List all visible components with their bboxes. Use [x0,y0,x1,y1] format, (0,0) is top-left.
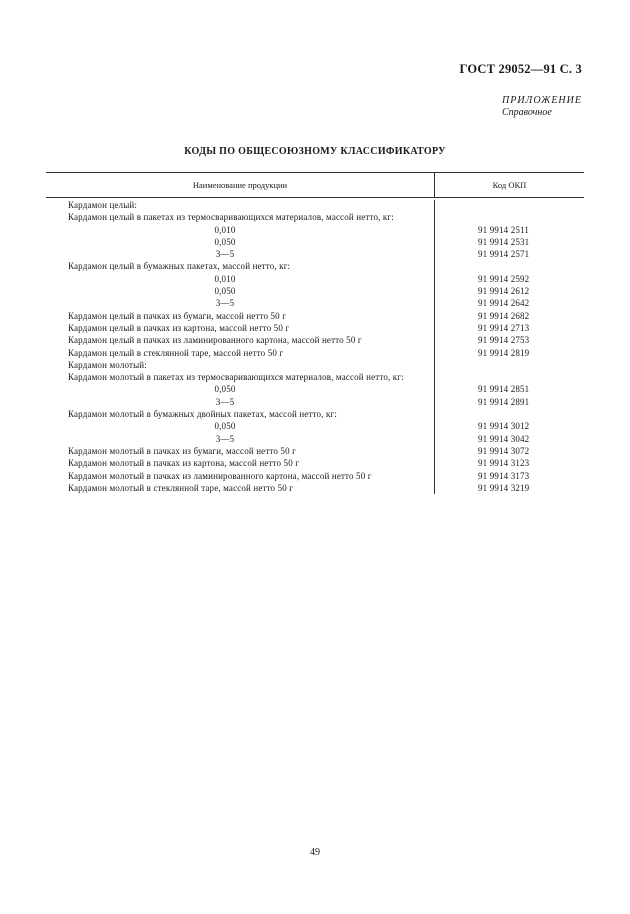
okp-code: 91 9914 2531 [478,236,530,247]
okp-code: 91 9914 3219 [478,482,530,493]
product-name: Кардамон целый: [68,200,138,210]
table-row [46,360,584,371]
table-row [46,348,584,359]
table-row [46,483,584,494]
table-row [46,261,584,272]
product-name: Кардамон целый в пачках из картона, массой нетто 50 г [68,322,290,333]
product-name: 0,010 [214,224,236,235]
table-row [46,384,584,395]
product-name: 0,050 [214,384,236,395]
okp-code: 91 9914 2511 [478,224,529,235]
table-row [46,446,584,457]
okp-code: 91 9914 3123 [478,458,530,469]
table-row [46,335,584,346]
okp-code: 91 9914 2851 [478,384,530,395]
table-row [46,249,584,260]
annex-type: Справочное [502,107,552,118]
okp-code: 91 9914 3012 [478,421,530,432]
document-header: ГОСТ 29052—91 С. 3 [459,62,582,76]
product-name: 3—5 [215,298,235,309]
table-row [46,372,584,383]
okp-code [434,200,584,211]
product-name: 0,010 [214,273,236,284]
table-header [46,173,584,198]
okp-code: 91 9914 3042 [478,433,530,444]
okp-code [434,261,584,272]
table-row [46,421,584,432]
table-row [46,200,584,211]
table-body [46,200,584,494]
column-header-name: Наименование продукции [46,173,435,197]
okp-code: 91 9914 2571 [478,249,530,260]
okp-code [434,409,584,420]
product-name: 3—5 [215,249,235,260]
okp-code [434,212,584,223]
product-name: 0,050 [214,286,236,297]
table-row [46,286,584,297]
product-name: Кардамон молотый в пакетах из термосваривающихся материалов, массой нетто, кг: [68,372,404,383]
product-name: Кардамон молотый в бумажных двойных пакетах, массой нетто, кг: [68,409,337,420]
product-name: Кардамон молотый в пачках из ламинированного картона, массой нетто 50 г [68,470,372,481]
product-name: Кардамон целый в бумажных пакетах, массой нетто, кг: [68,261,291,272]
table-row [46,298,584,309]
table-row [46,212,584,223]
page-number: 49 [310,847,320,858]
okp-code: 91 9914 3173 [478,470,530,481]
column-header-code: Код ОКП [492,180,527,190]
okp-code: 91 9914 2592 [478,273,530,284]
table-row [46,409,584,420]
table-row [46,237,584,248]
table-row [46,311,584,322]
table-row [46,471,584,482]
table-row [46,434,584,445]
table-row [46,274,584,285]
okp-code [434,372,584,383]
okp-code: 91 9914 3072 [478,445,530,456]
product-name: Кардамон целый в пакетах из термосваривающихся материалов, массой нетто, кг: [68,212,394,223]
table-row [46,397,584,408]
product-name: Кардамон молотый в стеклянной таре, массой нетто 50 г [68,482,294,493]
okp-code: 91 9914 2642 [478,298,530,309]
annex-label: ПРИЛОЖЕНИЕ [502,95,582,106]
okp-code: 91 9914 2713 [478,322,530,333]
product-name: Кардамон молотый в пачках из картона, массой нетто 50 г [68,458,300,469]
codes-table [46,172,584,495]
product-name: 3—5 [215,396,235,407]
okp-code: 91 9914 2891 [478,396,530,407]
product-name: Кардамон целый в пачках из ламинированного картона, массой нетто 50 г [68,335,362,346]
table-row [46,458,584,469]
okp-code: 91 9914 2819 [478,347,530,358]
product-name: Кардамон целый в стеклянной таре, массой нетто 50 г [68,347,284,358]
product-name: Кардамон молотый: [68,359,147,370]
page-title: КОДЫ ПО ОБЩЕСОЮЗНОМУ КЛАССИФИКАТОРУ [184,146,446,157]
okp-code: 91 9914 2753 [478,335,530,346]
okp-code [434,360,584,371]
product-name: 0,050 [214,421,236,432]
okp-code: 91 9914 2682 [478,310,530,321]
okp-code: 91 9914 2612 [478,286,530,297]
product-name: Кардамон молотый в пачках из бумаги, массой нетто 50 г [68,445,296,456]
annex-block [502,95,582,119]
product-name: 3—5 [215,433,235,444]
product-name: Кардамон целый в пачках из бумаги, массой нетто 50 г [68,310,287,321]
product-name: 0,050 [214,236,236,247]
table-row [46,225,584,236]
table-row [46,323,584,334]
